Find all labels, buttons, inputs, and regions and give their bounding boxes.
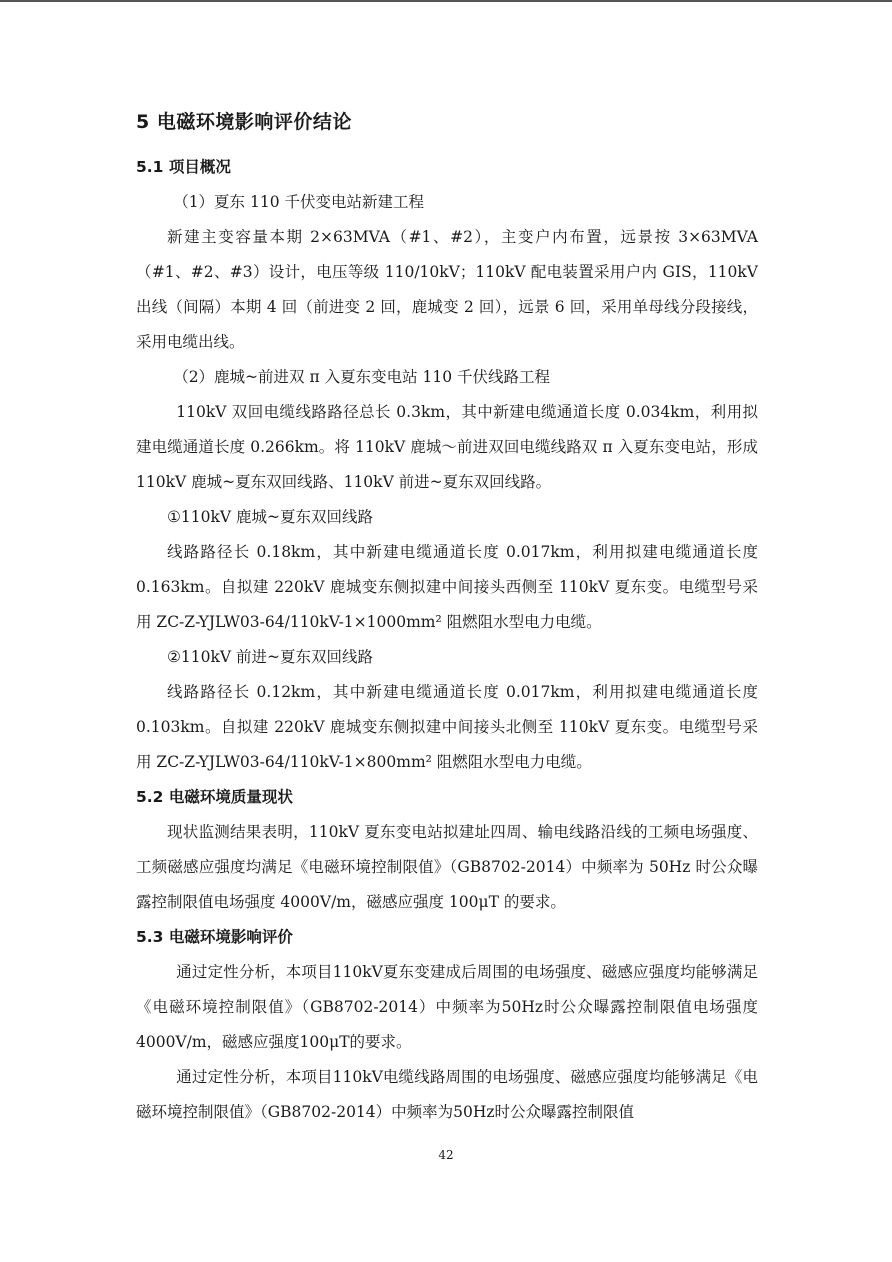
- item-2-title: （2）鹿城~前进双 π 入夏东变电站 110 千伏线路工程: [173, 368, 551, 386]
- item-1-title: （1）夏东 110 千伏变电站新建工程: [173, 193, 424, 211]
- section-5-3-text-2: 通过定性分析，本项目110kV电缆线路周围的电场强度、磁感应强度均能够满足《电磁环境控制限值》（GB8702-2014）中频率为50Hz时公众曝露控制限值: [136, 1068, 758, 1121]
- document-page: [136, 104, 758, 1130]
- item-2-text: 110kV 双回电缆线路路径总长 0.3km，其中新建电缆通道长度 0.034km，利用拟建电缆通道长度 0.266km。将 110kV 鹿城～前进双回电缆线路双 π 入夏东变电站，形成 110kV 鹿城~夏东双回线路、110kV 前进~夏东双回线路。: [136, 403, 758, 491]
- section-5-2-text: 现状监测结果表明，110kV 夏东变电站拟建址四周、输电线路沿线的工频电场强度、工频磁感应强度均满足《电磁环境控制限值》（GB8702-2014）中频率为 50Hz 时公众曝露控制限值电场强度 4000V/m，磁感应强度 100μT 的要求。: [136, 823, 758, 911]
- page-top-border: [0, 0, 892, 2]
- item-1-text: 新建主变容量本期 2×63MVA（#1、#2），主变户内布置，远景按 3×63MVA（#1、#2、#3）设计，电压等级 110/10kV；110kV 配电装置采用户内 GIS，110kV 出线（间隔）本期 4 回（前进变 2 回，鹿城变 2 回），远景 6 回，采用单母线分段接线，采用电缆出线。: [136, 228, 758, 351]
- line-1-text: 线路路径长 0.18km，其中新建电缆通道长度 0.017km，利用拟建电缆通道长度 0.163km。自拟建 220kV 鹿城变东侧拟建中间接头西侧至 110kV 夏东变。电缆型号采用 ZC-Z-YJLW03-64/110kV-1×1000mm² 阻燃阻水型电力电缆。: [136, 543, 758, 631]
- section-5-3-text-1: 通过定性分析，本项目110kV夏东变建成后周围的电场强度、磁感应强度均能够满足《电磁环境控制限值》（GB8702-2014）中频率为50Hz时公众曝露控制限值电场强度4000V/m，磁感应强度100μT的要求。: [136, 963, 758, 1051]
- section-5-3-title: 5.3 电磁环境影响评价: [136, 928, 293, 946]
- section-5-1-title: 5.1 项目概况: [136, 158, 231, 176]
- chapter-heading: 5 电磁环境影响评价结论: [136, 111, 352, 133]
- line-1-title: ①110kV 鹿城~夏东双回线路: [167, 508, 373, 526]
- line-2-title: ②110kV 前进~夏东双回线路: [167, 648, 373, 666]
- page-number: 42: [438, 1148, 454, 1162]
- section-5-2-title: 5.2 电磁环境质量现状: [136, 788, 293, 806]
- line-2-text: 线路路径长 0.12km，其中新建电缆通道长度 0.017km，利用拟建电缆通道长度 0.103km。自拟建 220kV 鹿城变东侧拟建中间接头北侧至 110kV 夏东变。电缆型号采用 ZC-Z-YJLW03-64/110kV-1×800mm² 阻燃阻水型电力电缆。: [136, 683, 758, 771]
